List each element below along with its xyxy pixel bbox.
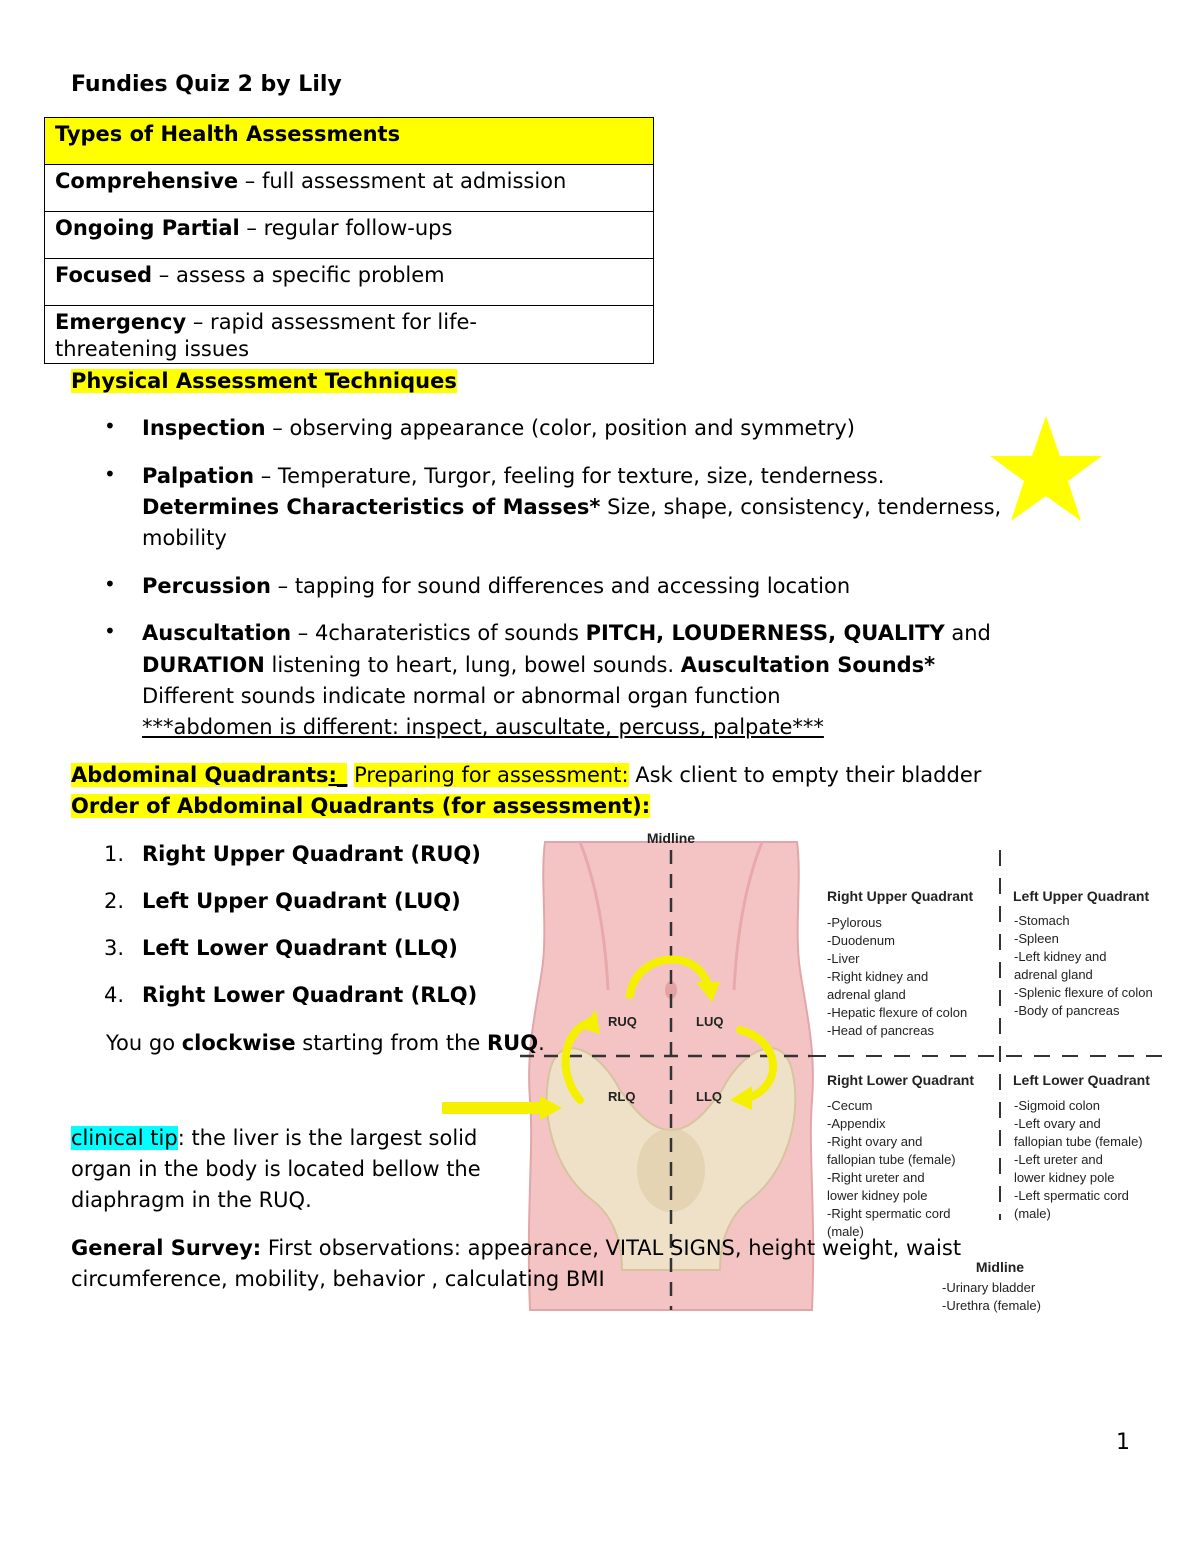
row-term: Emergency bbox=[55, 310, 187, 334]
midline-bottom-label: Midline bbox=[975, 1259, 1025, 1275]
organ-list-item: -Left ureter and bbox=[1014, 1152, 1103, 1167]
abdomen-order-note: ***abdomen is different: inspect, auscultate, percuss, palpate*** bbox=[142, 715, 824, 739]
palpation-masses: Determines Characteristics of Masses* Size, shape, consistency, tenderness, bbox=[142, 495, 1002, 519]
row-desc: – full assessment at admission bbox=[238, 169, 567, 193]
organ-list-item: -Appendix bbox=[827, 1116, 886, 1131]
order-number: 3. bbox=[104, 936, 125, 960]
row-desc: – assess a specific problem bbox=[152, 263, 445, 287]
table-row bbox=[45, 306, 654, 364]
abdominal-heading: Abdominal Quadrants:_ Preparing for assessment: Ask client to empty their bladder bbox=[71, 763, 982, 787]
midline-label: Midline bbox=[646, 830, 696, 846]
llq-label: LLQ bbox=[696, 1089, 722, 1104]
bullet-icon: • bbox=[104, 619, 116, 643]
organ-list-item: -Sigmoid colon bbox=[1014, 1098, 1100, 1113]
organ-list-item: lower kidney pole bbox=[827, 1188, 928, 1203]
organ-list-item: -Liver bbox=[827, 951, 860, 966]
clinical-tip-line1: clinical tip: the liver is the largest solid bbox=[71, 1126, 478, 1150]
organ-list-item: -Right spermatic cord bbox=[827, 1206, 951, 1221]
organ-list-item: -Urethra (female) bbox=[942, 1298, 1041, 1313]
auscultation-item: Auscultation – 4charateristics of sounds PITCH, LOUDERNESS, QUALITY and bbox=[142, 621, 991, 645]
row-desc: – regular follow-ups bbox=[239, 216, 453, 240]
organ-list-item: -Head of pancreas bbox=[827, 1023, 934, 1038]
row-desc-cont: threatening issues bbox=[55, 337, 250, 361]
inspection-item: Inspection – observing appearance (color, position and symmetry) bbox=[142, 416, 855, 440]
document-title: Fundies Quiz 2 by Lily bbox=[71, 72, 342, 97]
organ-list-item: -Pylorous bbox=[827, 915, 882, 930]
organ-list-item: -Duodenum bbox=[827, 933, 895, 948]
organ-list-item: -Spleen bbox=[1014, 931, 1059, 946]
rlq-label: RLQ bbox=[608, 1089, 636, 1104]
order-item-ruq: Right Upper Quadrant (RUQ) bbox=[142, 842, 481, 866]
organ-list-item: -Right kidney and bbox=[827, 969, 929, 984]
bullet-icon: • bbox=[104, 572, 116, 596]
star-icon bbox=[990, 416, 1102, 521]
organ-list-item: -Right ovary and bbox=[827, 1134, 923, 1149]
table-header-cell: Types of Health Assessments bbox=[45, 118, 654, 165]
order-number: 4. bbox=[104, 983, 125, 1007]
order-heading: Order of Abdominal Quadrants (for assessment): bbox=[71, 794, 651, 818]
row-term: Ongoing Partial bbox=[55, 216, 240, 240]
pointer-arrow bbox=[442, 1102, 542, 1114]
palpation-item: Palpation – Temperature, Turgor, feeling for texture, size, tenderness. bbox=[142, 464, 885, 488]
organ-list-item: -Left spermatic cord bbox=[1014, 1188, 1129, 1203]
ruq-label: RUQ bbox=[608, 1014, 637, 1029]
row-term: Comprehensive bbox=[55, 169, 239, 193]
organ-list-item: -Right ureter and bbox=[827, 1170, 925, 1185]
luq-label: LUQ bbox=[696, 1014, 724, 1029]
row-desc: – rapid assessment for life- bbox=[186, 310, 477, 334]
organ-list-item: -Left kidney and bbox=[1014, 949, 1107, 964]
auscultation-line2: DURATION listening to heart, lung, bowel sounds. Auscultation Sounds* bbox=[142, 653, 936, 677]
general-survey-line1: General Survey: First observations: appearance, VITAL SIGNS, height weight, waist bbox=[71, 1236, 962, 1260]
organ-list-item: lower kidney pole bbox=[1014, 1170, 1115, 1185]
order-item-rlq: Right Lower Quadrant (RLQ) bbox=[142, 983, 478, 1007]
bullet-icon: • bbox=[104, 414, 116, 438]
row-term: Focused bbox=[55, 263, 153, 287]
right-lower-heading: Right Lower Quadrant bbox=[827, 1072, 974, 1088]
organ-list-item: fallopian tube (female) bbox=[827, 1152, 956, 1167]
organ-list-item: -Body of pancreas bbox=[1014, 1003, 1120, 1018]
percussion-item: Percussion – tapping for sound differences and accessing location bbox=[142, 574, 851, 598]
organ-list-item: -Left ovary and bbox=[1014, 1116, 1101, 1131]
bullet-icon: • bbox=[104, 462, 116, 486]
organ-list-item: adrenal gland bbox=[1014, 967, 1093, 982]
organ-list-item: -Splenic flexure of colon bbox=[1014, 985, 1153, 1000]
organ-list-item: adrenal gland bbox=[827, 987, 906, 1002]
organ-list-item: (male) bbox=[827, 1224, 864, 1239]
table-row bbox=[45, 259, 654, 306]
clinical-tip-line3: diaphragm in the RUQ. bbox=[71, 1188, 312, 1212]
order-number: 1. bbox=[104, 842, 125, 866]
clockwise-note: You go clockwise starting from the RUQ. bbox=[106, 1031, 545, 1055]
order-item-llq: Left Lower Quadrant (LLQ) bbox=[142, 936, 458, 960]
auscultation-line3: Different sounds indicate normal or abnormal organ function bbox=[142, 684, 781, 708]
left-lower-heading: Left Lower Quadrant bbox=[1013, 1072, 1150, 1088]
organ-list-item: fallopian tube (female) bbox=[1014, 1134, 1143, 1149]
table-header-row bbox=[45, 118, 654, 165]
organ-list-item: -Hepatic flexure of colon bbox=[827, 1005, 968, 1020]
general-survey-line2: circumference, mobility, behavior , calculating BMI bbox=[71, 1267, 605, 1291]
organ-list-item: (male) bbox=[1014, 1206, 1051, 1221]
techniques-heading: Physical Assessment Techniques bbox=[71, 369, 457, 393]
palpation-masses-cont: mobility bbox=[142, 526, 227, 550]
order-number: 2. bbox=[104, 889, 125, 913]
table-row bbox=[45, 165, 654, 212]
assessment-types-table bbox=[44, 117, 654, 364]
left-upper-heading: Left Upper Quadrant bbox=[1013, 888, 1150, 904]
right-upper-heading: Right Upper Quadrant bbox=[827, 888, 974, 904]
page-number: 1 bbox=[1116, 1430, 1130, 1455]
table-row bbox=[45, 212, 654, 259]
abdominal-quadrants-diagram bbox=[430, 410, 1200, 1320]
order-item-luq: Left Upper Quadrant (LUQ) bbox=[142, 889, 461, 913]
organ-list-item: -Stomach bbox=[1014, 913, 1070, 928]
organ-list-item: -Urinary bladder bbox=[942, 1280, 1036, 1295]
organ-list-item: -Cecum bbox=[827, 1098, 873, 1113]
clinical-tip-line2: organ in the body is located bellow the bbox=[71, 1157, 481, 1181]
